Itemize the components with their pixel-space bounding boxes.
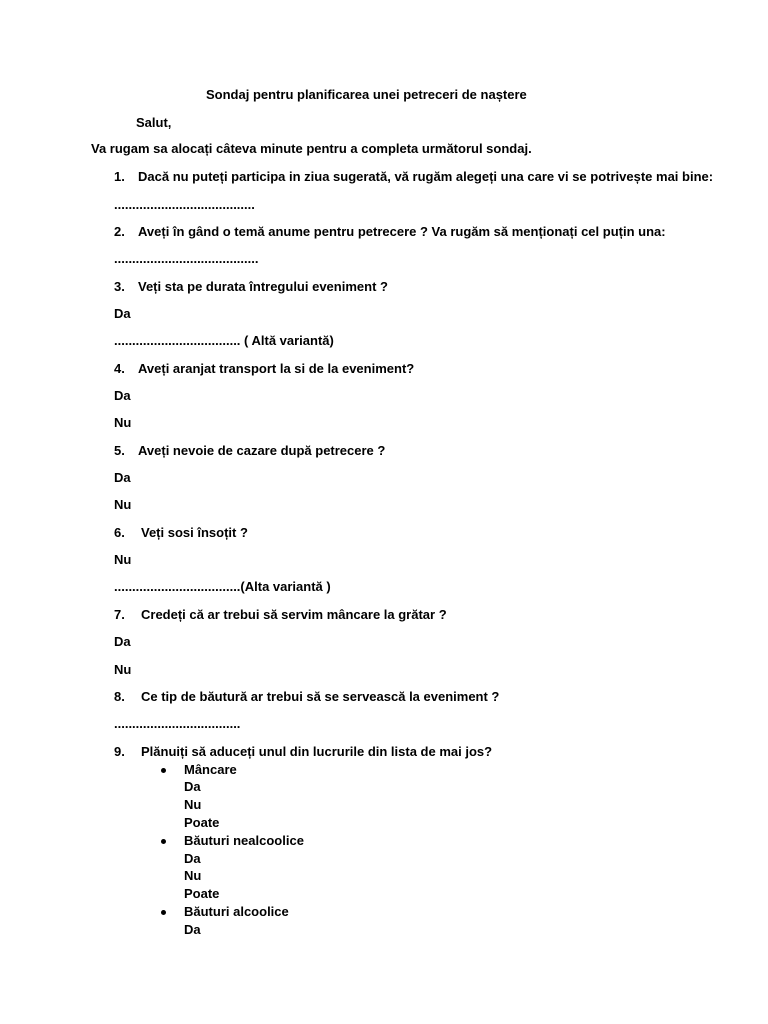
question-number: 1. bbox=[114, 169, 125, 184]
list-item-option: Poate bbox=[184, 886, 220, 901]
question-5-text: Aveți nevoie de cazare după petrecere ? bbox=[138, 443, 386, 458]
bullet-icon bbox=[161, 768, 166, 773]
list-item-option: Poate bbox=[184, 815, 220, 830]
option-nu: Nu bbox=[114, 415, 132, 430]
list-item-option: Da bbox=[184, 779, 201, 794]
list-item-label: Băuturi nealcoolice bbox=[184, 833, 304, 848]
question-2-text: Aveți în gând o temă anume pentru petrecere ? Va rugăm să menționați cel puțin una: bbox=[138, 224, 666, 239]
question-number: 4. bbox=[114, 361, 125, 376]
list-item-option: Da bbox=[184, 922, 201, 937]
question-4-text: Aveți aranjat transport la si de la eveniment? bbox=[138, 361, 415, 376]
option-nu: Nu bbox=[114, 552, 132, 567]
greeting: Salut, bbox=[136, 115, 172, 130]
list-item-option: Da bbox=[184, 851, 201, 866]
option-other: ...................................(Alta variantă ) bbox=[114, 579, 331, 594]
option-da: Da bbox=[114, 470, 131, 485]
answer-blank: ................................... bbox=[114, 716, 241, 731]
option-da: Da bbox=[114, 306, 131, 321]
option-nu: Nu bbox=[114, 497, 132, 512]
document-title: Sondaj pentru planificarea unei petreceri de naștere bbox=[206, 87, 527, 102]
option-nu: Nu bbox=[114, 662, 132, 677]
question-number: 3. bbox=[114, 279, 125, 294]
answer-blank: ....................................... bbox=[114, 197, 255, 212]
list-item-option: Nu bbox=[184, 797, 202, 812]
answer-blank: ........................................ bbox=[114, 251, 259, 266]
question-7-text: Credeți că ar trebui să servim mâncare la grătar ? bbox=[141, 607, 447, 622]
list-item-label: Mâncare bbox=[184, 762, 237, 777]
question-number: 5. bbox=[114, 443, 125, 458]
option-da: Da bbox=[114, 634, 131, 649]
question-6-text: Veți sosi însoțit ? bbox=[141, 525, 248, 540]
option-other: ................................... ( Altă variantă) bbox=[114, 333, 334, 348]
intro-text: Va rugam sa alocați câteva minute pentru a completa următorul sondaj. bbox=[91, 141, 532, 156]
question-9-text: Plănuiți să aduceți unul din lucrurile din lista de mai jos? bbox=[141, 744, 493, 759]
question-3-text: Veți sta pe durata întregului eveniment ? bbox=[138, 279, 388, 294]
bullet-icon bbox=[161, 910, 166, 915]
question-number: 8. bbox=[114, 689, 125, 704]
option-da: Da bbox=[114, 388, 131, 403]
list-item-option: Nu bbox=[184, 868, 202, 883]
list-item-label: Băuturi alcoolice bbox=[184, 904, 289, 919]
question-number: 9. bbox=[114, 744, 125, 759]
question-number: 7. bbox=[114, 607, 125, 622]
question-1-text: Dacă nu puteți participa in ziua sugerată, vă rugăm alegeți una care vi se potrivește mai bine: bbox=[138, 169, 714, 184]
question-8-text: Ce tip de băutură ar trebui să se servească la eveniment ? bbox=[141, 689, 500, 704]
bullet-icon bbox=[161, 839, 166, 844]
question-number: 6. bbox=[114, 525, 125, 540]
question-number: 2. bbox=[114, 224, 125, 239]
